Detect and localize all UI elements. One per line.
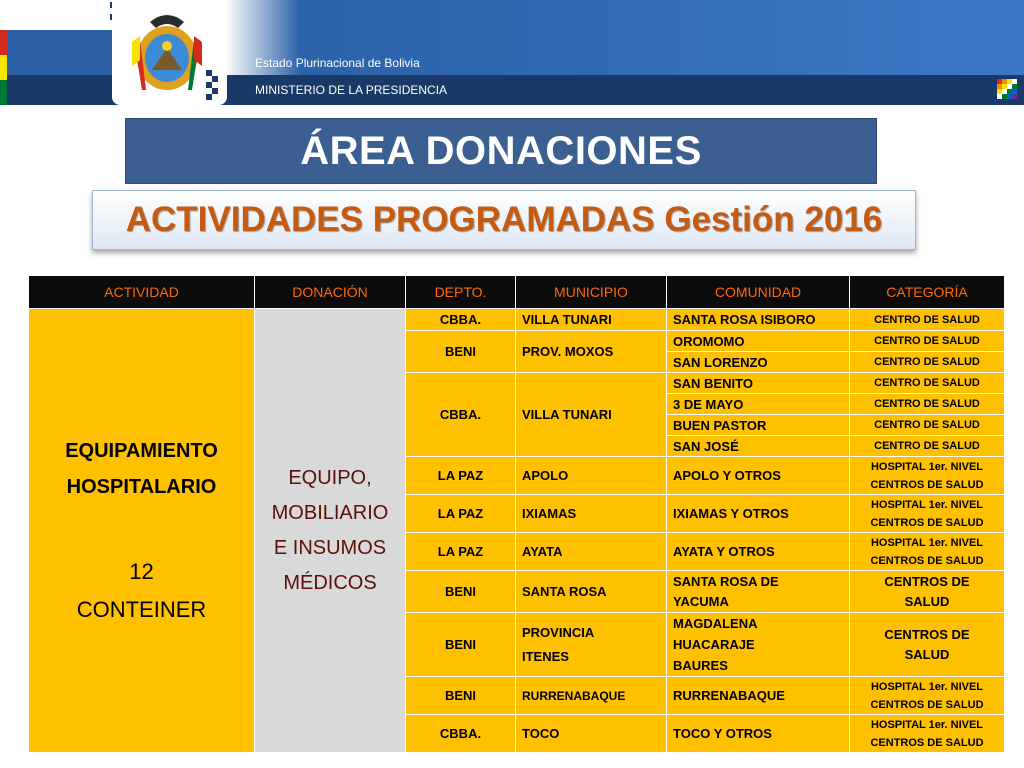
- bolivia-flag-stripe: [0, 30, 7, 105]
- donacion-line3: E INSUMOS: [273, 536, 387, 559]
- comunidad-cell: APOLO Y OTROS: [667, 457, 850, 495]
- categoria-line2: SALUD: [904, 593, 950, 609]
- comunidad-cell: SAN LORENZO: [667, 352, 850, 373]
- municipio-cell: IXIAMAS: [516, 495, 667, 533]
- categoria-cell: CENTRO DE SALUD: [850, 415, 1005, 436]
- categoria-cell: [850, 677, 1005, 715]
- categoria-cell: CENTRO DE SALUD: [850, 373, 1005, 394]
- depto-cell: BENI: [406, 571, 516, 613]
- categoria-cell: CENTRO DE SALUD: [850, 352, 1005, 373]
- comunidad-line2: YACUMA: [673, 593, 729, 609]
- comunidad-cell: SAN BENITO: [667, 373, 850, 394]
- depto-cell: CBBA.: [406, 373, 516, 457]
- donacion-line2: MOBILIARIO: [271, 501, 389, 524]
- categoria-line1: HOSPITAL 1er. NIVEL: [870, 498, 984, 511]
- header-state-name: Estado Plurinacional de Bolivia: [255, 56, 420, 70]
- categoria-line2: CENTROS DE SALUD: [870, 736, 984, 749]
- categoria-line1: HOSPITAL 1er. NIVEL: [870, 680, 984, 693]
- depto-cell: CBBA.: [406, 309, 516, 331]
- categoria-cell: CENTRO DE SALUD: [850, 436, 1005, 457]
- categoria-cell: CENTRO DE SALUD: [850, 394, 1005, 415]
- categoria-line1: CENTROS DE: [884, 573, 970, 589]
- header-municipio: MUNICIPIO: [516, 276, 667, 309]
- comunidad-line1: SANTA ROSA DE: [673, 573, 779, 589]
- table-row: [29, 309, 1005, 331]
- bolivia-coat-of-arms: [112, 0, 227, 105]
- municipio-line1: PROVINCIA: [522, 624, 595, 640]
- municipio-line2: ITENES: [522, 648, 569, 664]
- comunidad-cell: BUEN PASTOR: [667, 415, 850, 436]
- comunidad-line3: BAURES: [673, 658, 728, 673]
- municipio-cell: APOLO: [516, 457, 667, 495]
- categoria-cell: [850, 495, 1005, 533]
- comunidad-cell: SAN JOSÉ: [667, 436, 850, 457]
- categoria-line1: CENTROS DE: [884, 626, 970, 642]
- wiphala-icon: [993, 75, 1024, 105]
- municipio-cell: SANTA ROSA: [516, 571, 667, 613]
- municipio-cell: AYATA: [516, 533, 667, 571]
- categoria-line1: HOSPITAL 1er. NIVEL: [870, 718, 984, 731]
- categoria-cell: [850, 571, 1005, 613]
- actividad-cell: [29, 309, 255, 753]
- categoria-line1: HOSPITAL 1er. NIVEL: [870, 536, 984, 549]
- header-actividad: ACTIVIDAD: [29, 276, 255, 309]
- header-comunidad: COMUNIDAD: [667, 276, 850, 309]
- donacion-line4: MÉDICOS: [283, 571, 377, 594]
- depto-cell: LA PAZ: [406, 495, 516, 533]
- comunidad-cell: SANTA ROSA ISIBORO: [667, 309, 850, 331]
- depto-cell: BENI: [406, 331, 516, 373]
- header-categoria: CATEGORÍA: [850, 276, 1005, 309]
- comunidad-cell: AYATA Y OTROS: [667, 533, 850, 571]
- page-title-box: [125, 118, 877, 184]
- categoria-cell: [850, 715, 1005, 753]
- categoria-line2: SALUD: [904, 646, 950, 662]
- municipio-cell: PROV. MOXOS: [516, 331, 667, 373]
- header-donacion: DONACIÓN: [255, 276, 406, 309]
- categoria-cell: [850, 457, 1005, 495]
- categoria-line2: CENTROS DE SALUD: [870, 554, 984, 567]
- comunidad-cell: 3 DE MAYO: [667, 394, 850, 415]
- depto-cell: LA PAZ: [406, 457, 516, 495]
- actividad-line2: HOSPITALARIO: [66, 475, 217, 498]
- categoria-line2: CENTROS DE SALUD: [870, 698, 984, 711]
- donacion-cell: [255, 309, 406, 753]
- depto-cell: CBBA.: [406, 715, 516, 753]
- comunidad-cell: TOCO Y OTROS: [667, 715, 850, 753]
- municipio-cell: RURRENABAQUE: [516, 677, 667, 715]
- donacion-line1: EQUIPO,: [288, 466, 372, 489]
- depto-cell: BENI: [406, 613, 516, 677]
- municipio-cell: TOCO: [516, 715, 667, 753]
- comunidad-cell: [667, 613, 850, 677]
- subtitle-box: [92, 190, 916, 250]
- categoria-line1: HOSPITAL 1er. NIVEL: [870, 460, 984, 473]
- categoria-cell: CENTRO DE SALUD: [850, 309, 1005, 331]
- header-ministry-name: MINISTERIO DE LA PRESIDENCIA: [255, 83, 448, 97]
- table-header-row: [29, 276, 1005, 309]
- municipio-cell: VILLA TUNARI: [516, 309, 667, 331]
- page-subtitle: ACTIVIDADES PROGRAMADAS Gestión 2016: [125, 200, 883, 239]
- categoria-line2: CENTROS DE SALUD: [870, 478, 984, 491]
- actividad-line1: EQUIPAMIENTO: [65, 439, 218, 462]
- comunidad-cell: OROMOMO: [667, 331, 850, 352]
- comunidad-cell: RURRENABAQUE: [667, 677, 850, 715]
- municipio-cell: VILLA TUNARI: [516, 373, 667, 457]
- activities-table: [28, 275, 1005, 753]
- categoria-cell: CENTRO DE SALUD: [850, 331, 1005, 352]
- comunidad-cell: IXIAMAS Y OTROS: [667, 495, 850, 533]
- categoria-line2: CENTROS DE SALUD: [870, 516, 984, 529]
- depto-cell: BENI: [406, 677, 516, 715]
- page-title: ÁREA DONACIONES: [300, 128, 702, 173]
- categoria-cell: [850, 533, 1005, 571]
- actividad-count: 12: [129, 558, 154, 584]
- comunidad-line2: HUACARAJE: [673, 637, 755, 652]
- municipio-cell: [516, 613, 667, 677]
- header-depto: DEPTO.: [406, 276, 516, 309]
- categoria-cell: [850, 613, 1005, 677]
- comunidad-line1: MAGDALENA: [673, 616, 758, 631]
- depto-cell: LA PAZ: [406, 533, 516, 571]
- actividad-unit: CONTEINER: [76, 596, 207, 622]
- comunidad-cell: [667, 571, 850, 613]
